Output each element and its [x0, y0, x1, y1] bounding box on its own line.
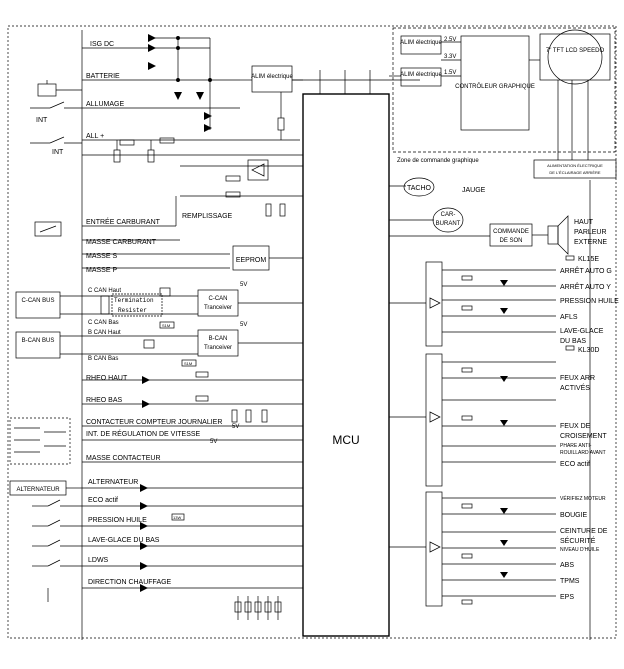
label-kl30d: KL30D	[578, 347, 600, 354]
label-hp3: EXTERNE	[574, 239, 608, 246]
label-ccan-bas: C CAN Bas	[88, 320, 119, 326]
label-lave: LAVE-GLACE DU BAS	[88, 537, 160, 544]
label-int-reg: INT. DE RÉGULATION DE VITESSE	[86, 431, 201, 438]
label-alternateur: ALTERNATEUR	[88, 479, 139, 486]
label-int2: INT	[52, 149, 64, 156]
label-aliment2: DE L'ÉCLAIRAGE ARRIÈRE	[549, 170, 601, 175]
label-v33: 3.3V	[444, 54, 457, 60]
label-ldws: LDWS	[88, 557, 109, 564]
label-isg: ISG DC	[90, 41, 115, 48]
label-ccan-haut: C CAN Haut	[88, 288, 122, 294]
label-int1: INT	[36, 117, 48, 124]
mcu-label: MCU	[332, 433, 360, 447]
label-phare2: ROUILLARD AVANT	[560, 450, 606, 456]
label-ceint2: SÉCURITÉ	[560, 538, 596, 545]
label-afls: AFLS	[560, 314, 578, 321]
b-can-bus-box	[16, 332, 60, 358]
label-eps: EPS	[560, 594, 575, 601]
label-feux-c1: FEUX DE	[560, 423, 591, 430]
label-masse-contact: MASSE CONTACTEUR	[86, 455, 161, 462]
label-jauge: JAUGE	[462, 187, 486, 194]
label-niveau: NIVEAU D'HUILE	[560, 547, 600, 553]
label-5v-c: 5V	[232, 424, 240, 430]
mcu-block	[303, 94, 389, 636]
label-eco-r: ECO actif	[560, 461, 590, 468]
label-carb2: BURANT	[435, 221, 461, 227]
label-remplissage: REMPLISSAGE	[182, 213, 233, 220]
label-feux-arr1: FEUX ARR	[560, 375, 596, 382]
label-tpms: TPMS	[560, 578, 580, 585]
label-bcan-bus: B-CAN BUS	[21, 338, 55, 344]
label-lave-r1: LAVE-GLACE	[560, 328, 604, 335]
can-section	[16, 288, 303, 366]
label-alim3: ALIM électrique	[251, 74, 293, 80]
label-alim1: ALIM électrique	[400, 40, 442, 46]
label-direction: DIRECTION CHAUFFAGE	[88, 579, 172, 586]
label-termination: Termination	[114, 297, 154, 304]
label-hp2: PARLEUR	[574, 229, 607, 236]
label-alternateur-box: ALTERNATEUR	[16, 487, 60, 493]
label-abs: ABS	[560, 562, 575, 569]
label-hp1: HAUT	[574, 219, 594, 226]
label-arret-y: ARRÊT AUTO Y	[560, 284, 611, 291]
lower-inputs	[10, 481, 303, 620]
label-rheo-haut: RHEO HAUT	[86, 375, 128, 382]
label-v15: 1.5V	[444, 70, 457, 76]
label-verif: VÉRIFIEZ MOTEUR	[560, 496, 606, 502]
c-can-bus-box	[16, 292, 60, 318]
label-tft: 7" TFT LCD SPEEDO	[545, 48, 605, 54]
label-feux-c2: CROISEMENT	[560, 433, 607, 440]
gauge-section	[389, 186, 568, 254]
label-phare1: PHARE ANTI-	[560, 443, 592, 449]
label-ccan-tr2: Tranceiver	[203, 305, 233, 311]
label-cmd2: DE SON	[499, 238, 523, 244]
label-bcan-bas: B CAN Bas	[88, 356, 119, 362]
label-chip2: S1M	[184, 361, 193, 366]
label-chip1: S1M	[162, 323, 171, 328]
label-ccan-tr1: C-CAN	[208, 296, 228, 302]
label-all: ALL +	[86, 133, 105, 140]
label-bougie: BOUGIE	[560, 512, 588, 519]
label-5v-d: 5V	[210, 439, 218, 445]
label-resister: Resister	[118, 307, 147, 314]
label-5v-b: 5V	[240, 322, 248, 328]
rheo-section	[10, 372, 303, 464]
label-entree: ENTRÉE CARBURANT	[86, 219, 160, 226]
label-masse-carb: MASSE CARBURANT	[86, 239, 157, 246]
label-allumage: ALLUMAGE	[86, 101, 125, 108]
label-pression-r: PRESSION HUILE	[560, 298, 619, 305]
label-kl15e: KL15E	[578, 256, 600, 263]
label-carb1: CAR-	[440, 212, 456, 218]
label-cmd1: COMMANDE	[493, 229, 529, 235]
label-bcan-tr2: Tranceiver	[203, 345, 233, 351]
label-eeprom: EEPROM	[235, 257, 267, 264]
label-arret-g: ARRÊT AUTO G	[560, 268, 612, 275]
label-aliment1: ALIMENTATION ÉLECTRIQUE	[547, 163, 603, 168]
label-ccan-bus: C-CAN BUS	[21, 298, 55, 304]
label-ceint1: CEINTURE DE	[560, 528, 608, 535]
label-chip3: 13W	[173, 515, 182, 520]
label-bcan-haut: B CAN Haut	[88, 330, 121, 336]
output-drivers	[389, 256, 574, 606]
label-controleur: CONTRÔLEUR GRAPHIQUE	[455, 84, 535, 90]
label-rheo-bas: RHEO BAS	[86, 397, 123, 404]
power-section	[30, 34, 420, 162]
label-v25: 2.5V	[444, 37, 457, 43]
label-feux-arr2: ACTIVÉS	[560, 385, 590, 392]
label-pression: PRESSION HUILE	[88, 517, 147, 524]
label-batterie: BATTERIE	[86, 73, 120, 80]
label-alim2: ALIM électrique	[400, 72, 442, 78]
label-contacteur: CONTACTEUR COMPTEUR JOURNALIER	[86, 419, 223, 426]
fuel-section	[35, 155, 303, 270]
label-masse-p: MASSE P	[86, 267, 118, 274]
label-5v-a: 5V	[240, 282, 248, 288]
label-tacho: TACHO	[407, 185, 431, 192]
label-masse-s: MASSE S	[86, 253, 118, 260]
label-lave-r2: DU BAS	[560, 338, 587, 345]
label-zone: Zone de commande graphique	[397, 158, 479, 164]
label-bcan-tr1: B-CAN	[208, 336, 228, 342]
tft-lcd-circle	[548, 30, 602, 84]
label-eco: ECO actif	[88, 497, 118, 504]
